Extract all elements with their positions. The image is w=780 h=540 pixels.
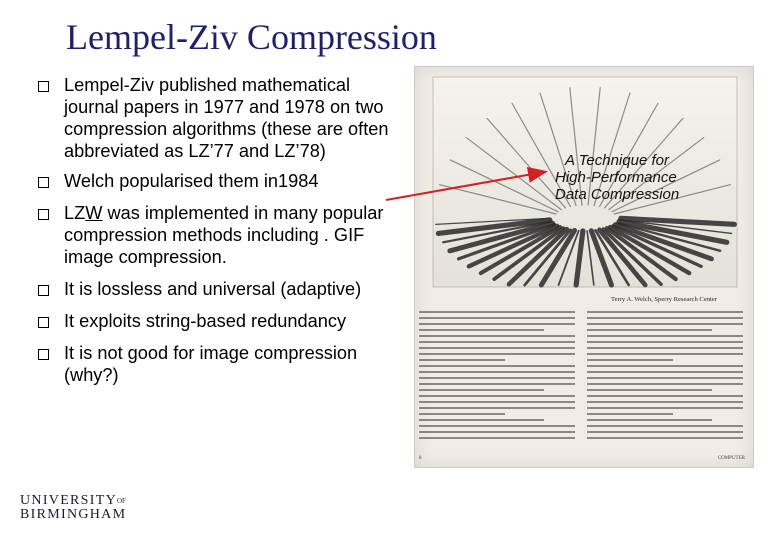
bullet-item <box>38 342 398 386</box>
checkbox-bullet-icon <box>38 209 49 220</box>
logo-line1: UNIVERSITY <box>20 493 117 508</box>
paper-text-line <box>419 377 575 379</box>
paper-text-line <box>419 419 544 421</box>
paper-text-line <box>587 365 743 367</box>
paper-column <box>587 311 743 443</box>
checkbox-bullet-icon <box>38 317 49 328</box>
paper-text-line <box>419 341 575 343</box>
bullet-text: It is not good for image compression (why?) <box>64 343 358 385</box>
bullet-item <box>38 278 398 300</box>
paper-text-line <box>419 359 505 361</box>
paper-body-text <box>419 311 751 461</box>
paper-text-line <box>419 431 575 433</box>
paper-text-line <box>587 383 743 385</box>
bullet-text: It exploits string-based redundancy <box>64 311 347 331</box>
paper-text-line <box>419 389 544 391</box>
logo-superscript: OF <box>117 497 126 505</box>
paper-text-line <box>587 401 743 403</box>
paper-text-line <box>419 323 575 325</box>
checkbox-bullet-icon <box>38 349 49 360</box>
paper-text-line <box>419 365 575 367</box>
paper-text-line <box>419 317 575 319</box>
paper-text-line <box>587 335 743 337</box>
paper-text-line <box>419 425 575 427</box>
bullet-item <box>38 310 398 332</box>
paper-text-line <box>587 413 673 415</box>
bullet-item <box>38 170 398 192</box>
university-logo <box>20 494 126 522</box>
paper-text-line <box>419 413 505 415</box>
paper-text-line <box>587 437 743 439</box>
bullet-text-end: was implemented in many popular compression methods including . GIF image compression. <box>64 203 384 267</box>
paper-text-line <box>419 335 575 337</box>
paper-text-line <box>587 389 712 391</box>
paper-text-line <box>587 419 712 421</box>
paper-text-line <box>587 407 743 409</box>
bullet-item <box>38 74 398 162</box>
paper-text-line <box>419 353 575 355</box>
paper-page-number: 8 <box>419 456 422 461</box>
paper-text-line <box>587 353 743 355</box>
paper-text-line <box>587 371 743 373</box>
paper-text-line <box>587 317 743 319</box>
paper-text-line <box>419 311 575 313</box>
checkbox-bullet-icon <box>38 177 49 188</box>
paper-scan-image <box>414 66 754 468</box>
paper-text-line <box>587 431 743 433</box>
paper-text-line <box>419 401 575 403</box>
bullet-item <box>38 202 398 268</box>
paper-text-line <box>419 407 575 409</box>
paper-text-line <box>419 383 575 385</box>
paper-text-line <box>587 341 743 343</box>
paper-text-line <box>587 329 712 331</box>
paper-text-line <box>587 323 743 325</box>
paper-text-line <box>587 359 673 361</box>
bullet-text: It is lossless and universal (adaptive) <box>64 279 362 299</box>
paper-text-line <box>587 311 743 313</box>
paper-text-line <box>587 395 743 397</box>
paper-column <box>419 311 575 443</box>
slide-title: Lempel-Ziv Compression <box>66 17 437 57</box>
bullet-list <box>38 74 398 386</box>
checkbox-bullet-icon <box>38 81 49 92</box>
paper-text-line <box>587 425 743 427</box>
paper-text-line <box>419 437 575 439</box>
paper-text-line <box>419 371 575 373</box>
bullet-text-underlined: W <box>85 203 103 223</box>
paper-text-line <box>419 347 575 349</box>
bullet-text: Welch popularised them in1984 <box>64 171 319 191</box>
paper-title-line: A Technique for <box>565 152 669 169</box>
paper-title-line: High-Performance <box>555 169 677 186</box>
paper-text-line <box>587 377 743 379</box>
paper-text-line <box>419 395 575 397</box>
logo-line2: BIRMINGHAM <box>20 507 127 522</box>
paper-text-line <box>419 329 544 331</box>
bullet-text: Lempel-Ziv published mathematical journal papers in 1977 and 1978 on two compression algorithms (these are often abbreviated as LZ’77 and LZ’78) <box>64 75 389 161</box>
paper-text-line <box>587 347 743 349</box>
bullet-text-start: LZ <box>64 203 86 223</box>
paper-byline: Terry A. Welch, Sperry Research Center <box>611 296 717 303</box>
paper-footer: COMPUTER <box>717 456 745 461</box>
paper-title-line: Data Compression <box>555 186 680 203</box>
checkbox-bullet-icon <box>38 285 49 296</box>
